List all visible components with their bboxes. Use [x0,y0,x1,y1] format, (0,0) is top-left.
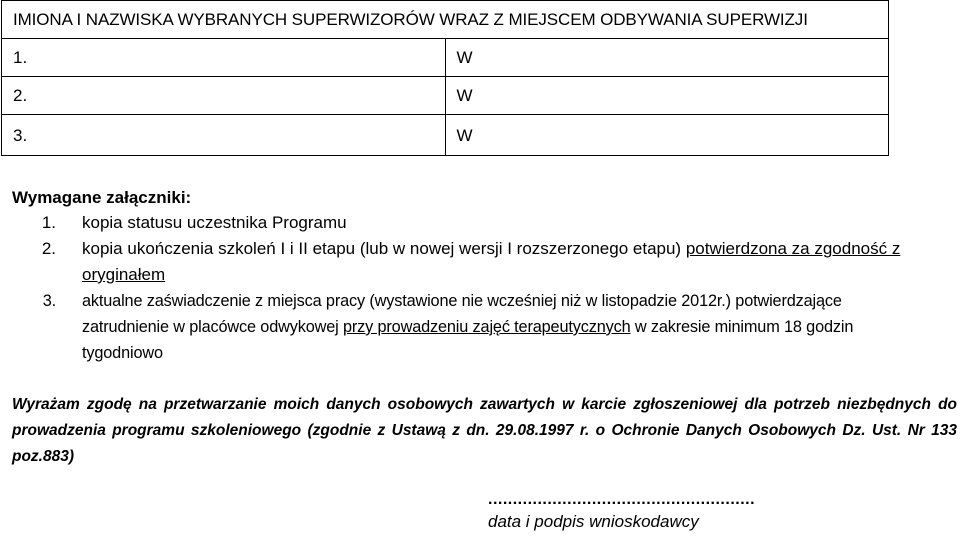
supervisor-number: 2. [2,77,446,115]
supervisors-table [1,0,889,156]
item-text-part: w zakresie minimum 18 godzin tygodniowo [82,318,854,362]
table-row [2,39,889,77]
item-number: 2. [41,239,56,258]
attachments-heading: Wymagane załączniki: [12,188,192,207]
item-number: 3. [42,292,56,310]
supervisors-heading: IMIONA I NAZWISKA WYBRANYCH SUPERWIZORÓW WRAZ Z MIEJSCEM ODBYWANIA SUPERWIZJI [2,1,889,39]
attachments-section [12,186,952,366]
item-text-part: kopia ukończenia szkoleń I i II etapu (lub w nowej wersji I rozszerzonego etapu) [82,239,686,258]
table-row [2,115,889,156]
item-text [82,288,912,366]
list-item [12,288,952,366]
supervision-place: W [445,115,889,156]
item-number: 1. [41,213,56,232]
supervisor-number: 1. [2,39,446,77]
table-row [2,77,889,115]
supervision-place: W [445,77,889,115]
data-processing-consent: Wyrażam zgodę na przetwarzanie moich danych osobowych zawartych w karcie zgłoszeniowej dla potrzeb niezbędnych do prowadzenia programu szkoleniowego (zgodnie z Ustawą z dn. 29.08.1997 r. o Ochronie Danych Osobowych Dz. Ust. Nr 133 poz.883) [12,396,957,465]
item-text-underlined: przy prowadzeniu zajęć terapeutycznych [342,318,631,336]
supervision-place: W [445,39,889,77]
item-text [82,236,912,288]
signature-label: data i podpis wnioskodawcy [488,512,699,531]
attachments-list [12,210,952,366]
list-item [12,236,952,288]
item-text-underlined: potwierdzona za zgodność z oryginałem [82,239,901,284]
signature-block [488,493,808,533]
item-text: kopia statusu uczestnika Programu [82,213,347,232]
supervisor-number: 3. [2,115,446,156]
item-text-part: aktualne zaświadczenie z miejsca pracy (wystawione nie wcześniej niż w listopadzie 2012r.) potwierdzające zatrudnienie w placówce odwykowej [82,292,842,336]
list-item [12,210,952,236]
signature-line: ...................................................... [488,491,756,508]
